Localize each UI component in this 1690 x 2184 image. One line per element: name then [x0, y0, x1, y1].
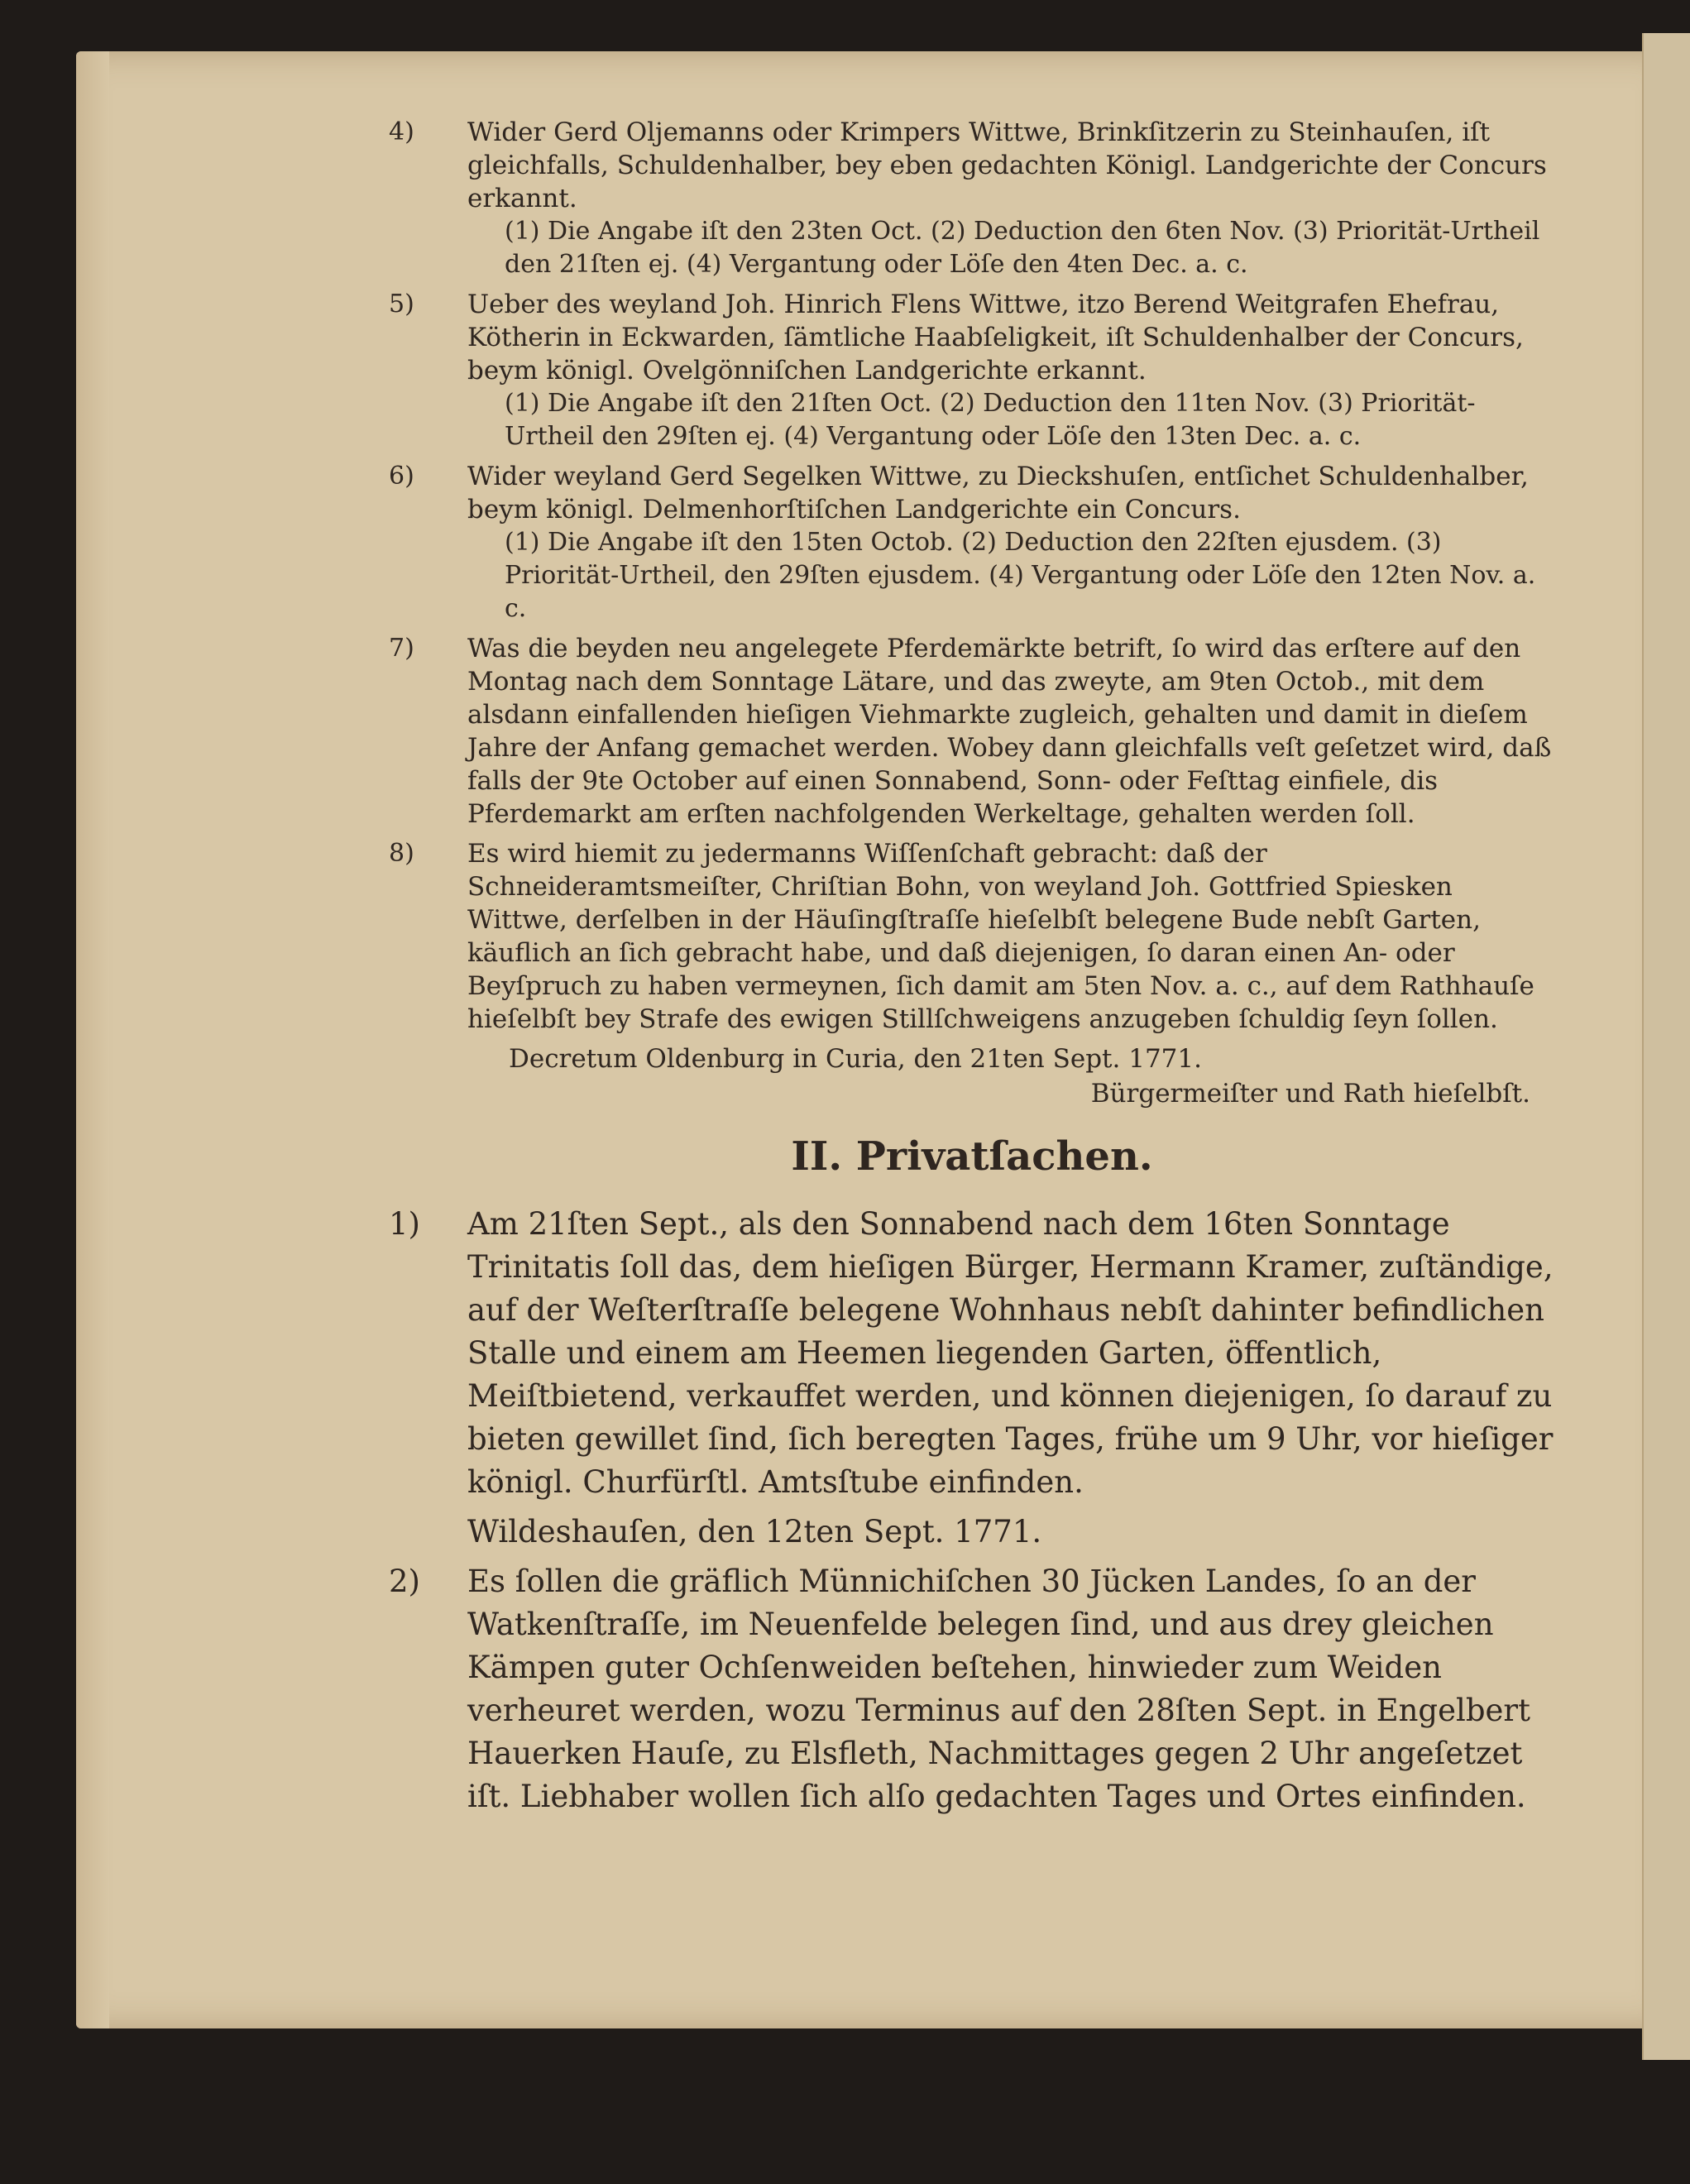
page-edge: [76, 51, 109, 2028]
entry-8: [389, 837, 1555, 1036]
entry-number: 1): [389, 1206, 420, 1242]
entry-subtext: (1) Die Angabe iſt den 23ten Oct. (2) Deduction den 6ten Nov. (3) Priorität-Urtheil den 21ſten ej. (4) Vergantung oder Löſe den 4ten Dec. a. c.: [505, 217, 1540, 279]
entry-number: 8): [389, 839, 414, 868]
entry-number: 5): [389, 290, 414, 318]
section-title: II. Privatſachen.: [791, 1133, 1153, 1180]
entry-text: Was die beyden neu angelegete Pferdemärkte betrift, ſo wird das erſtere auf den Montag nach dem Sonntage Lätare, und das zweyte, am 9ten Octob., mit dem alsdann einfallenden hieſigen Viehmarkte zugleich, gehalten und damit in dieſem Jahre der Anfang gemachet werden. Wobey dann gleichfalls veſt geſetzet wird, daß falls der 9te October auf einen Sonnabend, Sonn- oder Feſttag einfiele, dis Pferdemarkt am erſten nachfolgenden Werkeltage, gehalten werden ſoll.: [467, 634, 1552, 829]
entry-text: Wider weyland Gerd Segelken Wittwe, zu Dieckshuſen, entſichet Schuldenhalber, beym königl. Delmenhorſtiſchen Landgerichte ein Concurs.: [467, 462, 1529, 524]
entry-subtext: (1) Die Angabe iſt den 21ſten Oct. (2) Deduction den 11ten Nov. (3) Priorität-Urtheil den 29ſten ej. (4) Vergantung oder Löſe den 13ten Dec. a. c.: [505, 389, 1476, 451]
private-entry-2: [389, 1560, 1555, 1818]
entry-4: [389, 116, 1555, 281]
private-entry-1: [389, 1203, 1555, 1504]
entry-text: Es ſollen die gräflich Münnichiſchen 30 Jücken Landes, ſo an der Watkenſtraſſe, im Neuenfelde belegen ſind, und aus drey gleichen Kämpen guter Ochſenweiden beſtehen, hinwieder zum Weiden verheuret werden, wozu Terminus auf den 28ſten Sept. in Engelbert Hauerken Hauſe, zu Elsfleth, Nachmittages gegen 2 Uhr angeſetzet iſt. Liebhaber wollen ſich alſo gedachten Tages und Ortes einfinden.: [467, 1564, 1530, 1814]
entry-number: 2): [389, 1564, 420, 1599]
page-content: [389, 116, 1555, 1825]
decretum-line: Decretum Oldenburg in Curia, den 21ten Sept. 1771.: [509, 1044, 1202, 1074]
signature-line: Bürgermeiſter und Rath hieſelbſt.: [1090, 1079, 1530, 1109]
entry-text: Ueber des weyland Joh. Hinrich Flens Wittwe, itzo Berend Weitgrafen Ehefrau, Kötherin in Eckwarden, ſämtliche Haabſeligkeit, iſt Schuldenhalber der Concurs, beym königl. Ovelgönniſchen Landgerichte erkannt.: [467, 290, 1524, 386]
entry-7: [389, 632, 1555, 831]
entry-number: 4): [389, 117, 414, 146]
entry-number: 6): [389, 462, 414, 491]
entry-text: Es wird hiemit zu jedermanns Wiſſenſchaft gebracht: daß der Schneideramtsmeiſter, Chriſtian Bohn, von weyland Joh. Gottfried Spiesken Wittwe, derſelben in der Häuſingſtraſſe hieſelbſt belegene Bude nebſt Garten, käuflich an ſich gebracht habe, und daß diejenigen, ſo daran einen An- oder Beyſpruch zu haben vermeynen, ſich damit am 5ten Nov. a. c., auf dem Rathhauſe hieſelbſt bey Strafe des ewigen Stillſchweigens anzugeben ſchuldig ſeyn ſollen.: [467, 839, 1534, 1034]
next-page-edge: [1642, 33, 1690, 2060]
entry-6: [389, 460, 1555, 625]
entry-text: Wider Gerd Oljemanns oder Krimpers Wittwe, Brinkſitzerin zu Steinhauſen, iſt gleichfalls, Schuldenhalber, bey eben gedachten Königl. Landgerichte der Concurs erkannt.: [467, 117, 1547, 213]
entry-text: Am 21ſten Sept., als den Sonnabend nach dem 16ten Sonntage Trinitatis ſoll das, dem hieſigen Bürger, Hermann Kramer, zuſtändige, auf der Weſterſtraſſe belegene Wohnhaus nebſt dahinter befindlichen Stalle und einem am Heemen liegenden Garten, öffentlich, Meiſtbietend, verkauffet werden, und können diejenigen, ſo darauf zu bieten gewillet ſind, ſich beregten Tages, frühe um 9 Uhr, vor hieſiger königl. Churfürſtl. Amtsſtube einfinden.: [467, 1206, 1554, 1500]
private-entry-1-place: [389, 1511, 1555, 1554]
entry-subtext: (1) Die Angabe iſt den 15ten Octob. (2) Deduction den 22ſten ejusdem. (3) Priorität-Urtheil, den 29ſten ejusdem. (4) Vergantung oder Löſe den 12ten Nov. a. c.: [505, 528, 1536, 623]
entry-number: 7): [389, 634, 414, 663]
entry-5: [389, 288, 1555, 453]
place-date-line: Wildeshauſen, den 12ten Sept. 1771.: [467, 1514, 1042, 1549]
